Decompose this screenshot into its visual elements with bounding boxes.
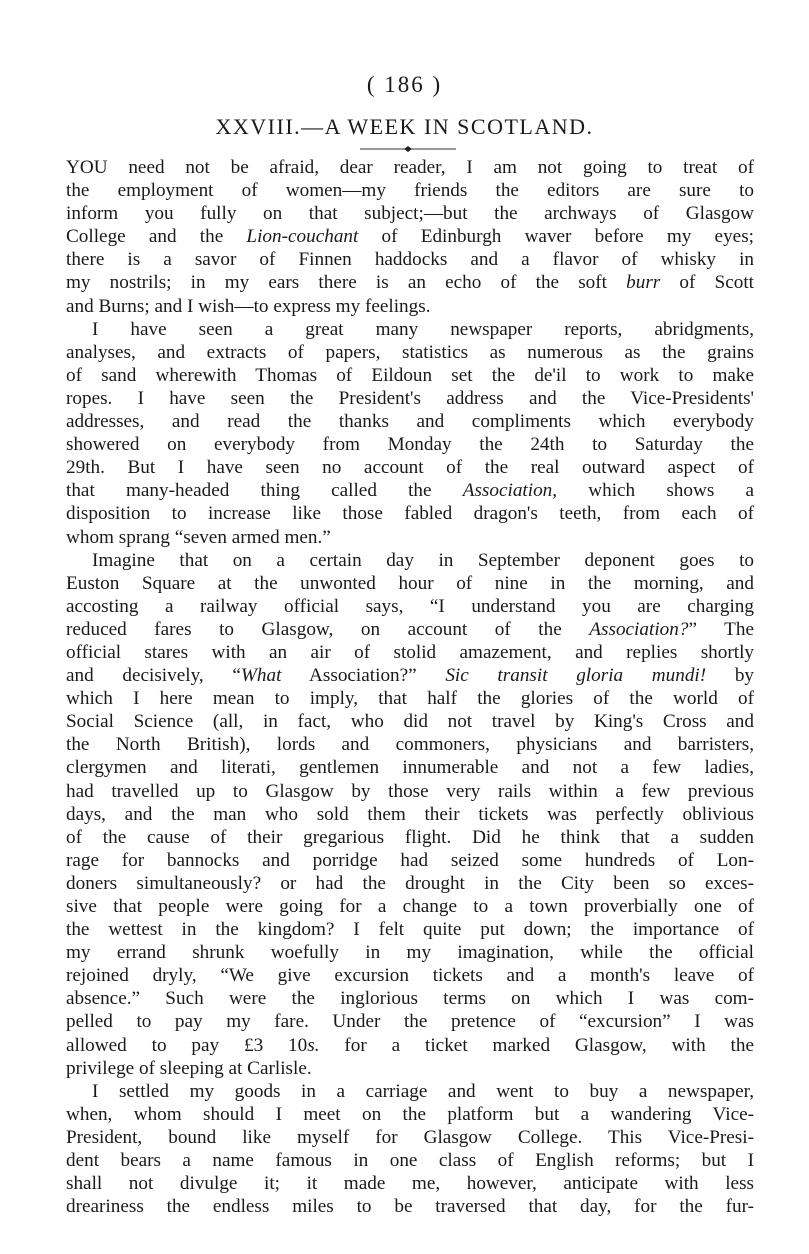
text-line: showered on everybody from Monday the 24th to Saturday the <box>66 434 754 456</box>
text-line: and decisively, “What Association?” Sic transit gloria mundi! by <box>66 665 755 687</box>
text-line: the employment of women—my friends the editors are sure to <box>66 180 754 202</box>
text-line: the North British), lords and commoners, physicians and barristers, <box>66 734 754 756</box>
text-line: dreariness the endless miles to be traversed that day, for the fur- <box>66 1196 754 1218</box>
text-line: clergymen and literati, gentlemen innumerable and not a few ladies, <box>66 757 754 779</box>
text-line: Euston Square at the unwonted hour of nine in the morning, and <box>66 572 754 594</box>
title-rule-ornament <box>360 145 456 153</box>
text-line: President, bound like myself for Glasgow College. This Vice-Presi- <box>66 1126 754 1148</box>
text-line: analyses, and extracts of papers, statistics as numerous as the grains <box>66 341 754 363</box>
text-line: allowed to pay £3 10s. for a ticket marked Glasgow, with the <box>66 1034 754 1056</box>
text-line: I settled my goods in a carriage and went to buy a newspaper, <box>92 1080 754 1102</box>
text-line: Imagine that on a certain day in September deponent goes to <box>92 549 754 571</box>
text-line: and Burns; and I wish—to express my feelings. <box>66 295 431 317</box>
text-line: of the cause of their gregarious flight. Did he think that a sudden <box>66 826 754 848</box>
text-line: my errand shrunk woefully in my imagination, while the official <box>66 942 754 964</box>
text-line: privilege of sleeping at Carlisle. <box>66 1057 312 1079</box>
text-line: absence.” Such were the inglorious terms on which I was com- <box>66 988 754 1010</box>
text-line: inform you fully on that subject;—but the archways of Glasgow <box>66 203 754 225</box>
text-line: official stares with an air of stolid amazement, and replies shortly <box>66 641 754 663</box>
body-text <box>66 156 754 1218</box>
text-line: which I here mean to imply, that half the glories of the world of <box>66 688 754 710</box>
text-line: that many-headed thing called the Association, which shows a <box>66 480 754 502</box>
text-line: YOU need not be afraid, dear reader, I am not going to treat of <box>66 157 754 178</box>
text-line: my nostrils; in my ears there is an echo of the soft burr of Scott <box>66 272 754 294</box>
text-line: of sand wherewith Thomas of Eildoun set the de'il to work to make <box>66 364 754 386</box>
text-line: I have seen a great many newspaper reports, abridgments, <box>92 318 754 340</box>
text-line: disposition to increase like those fabled dragon's teeth, from each of <box>66 503 754 525</box>
page-number: ( 186 ) <box>366 72 443 97</box>
text-line: whom sprang “seven armed men.” <box>66 526 331 548</box>
text-line: rejoined dryly, “We give excursion tickets and a month's leave of <box>66 965 754 987</box>
text-line: rage for bannocks and porridge had seized some hundreds of Lon- <box>66 849 754 871</box>
text-line: Social Science (all, in fact, who did not travel by King's Cross and <box>66 711 754 733</box>
text-line: pelled to pay my fare. Under the pretence of “excursion” I was <box>66 1011 754 1033</box>
text-line: had travelled up to Glasgow by those very rails within a few previous <box>66 780 754 802</box>
text-line: College and the Lion-couchant of Edinburgh waver before my eyes; <box>66 226 754 248</box>
chapter-title: XXVIII.—A WEEK IN SCOTLAND. <box>215 114 594 139</box>
text-line: reduced fares to Glasgow, on account of the Association?” The <box>66 618 754 640</box>
text-line: sive that people were going for a change to a town proverbially one of <box>66 896 754 917</box>
text-line: dent bears a name famous in one class of English reforms; but I <box>66 1150 754 1172</box>
text-line: when, whom should I meet on the platform but a wandering Vice- <box>66 1103 754 1125</box>
text-line: the wettest in the kingdom? I felt quite put down; the importance of <box>66 919 754 941</box>
text-line: 29th. But I have seen no account of the real outward aspect of <box>66 457 754 479</box>
text-line: addresses, and read the thanks and compliments which everybody <box>66 411 754 433</box>
text-line: doners simultaneously? or had the drought in the City been so exces- <box>66 872 754 894</box>
text-line: accosting a railway official says, “I understand you are charging <box>66 595 754 617</box>
text-line: shall not divulge it; it made me, however, anticipate with less <box>66 1173 754 1195</box>
text-line: days, and the man who sold them their tickets was perfectly oblivious <box>66 803 754 825</box>
text-line: there is a savor of Finnen haddocks and a flavor of whisky in <box>66 249 754 271</box>
text-line: ropes. I have seen the President's address and the Vice-Presidents' <box>66 387 754 409</box>
